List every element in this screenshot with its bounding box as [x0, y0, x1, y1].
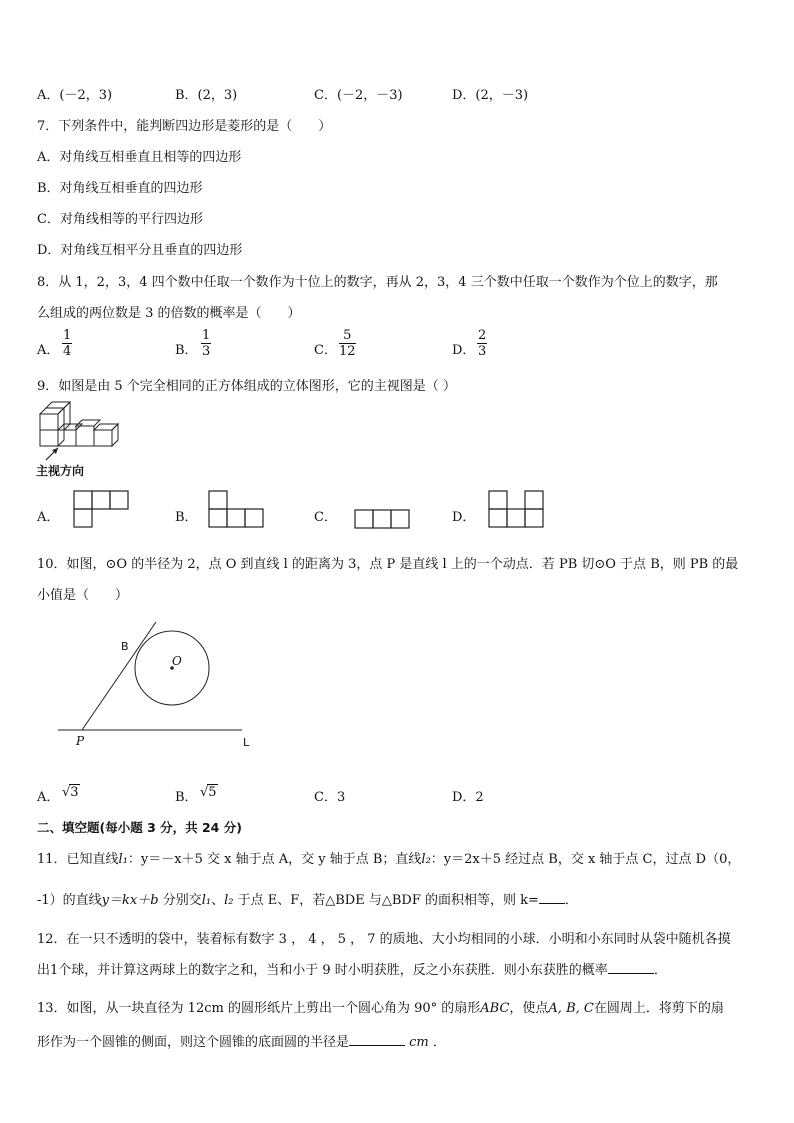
q11-line2 — [37, 889, 578, 908]
q13-points: A, B, C — [548, 1001, 594, 1016]
fraction-numerator: 1 — [202, 328, 211, 343]
q10-option-d: D．2 — [452, 790, 484, 805]
q8-option-b-label: B． — [175, 343, 198, 358]
q8-option-d-label: D． — [452, 343, 476, 358]
q11-equation: ：y＝2x＋5 — [430, 852, 502, 867]
radicand: 5 — [208, 785, 217, 800]
q13-text: ，使点 — [509, 1001, 549, 1016]
fraction-numerator: 2 — [478, 328, 487, 343]
q11-line-name: l₂ — [421, 852, 431, 867]
q6-option-d: D．(2，－3) — [452, 88, 529, 103]
q9-option-b-view — [208, 490, 266, 528]
q11-text: 11．已知直线 — [37, 852, 119, 867]
q13-sector-name: ABC — [480, 1001, 510, 1016]
q10-stem-line1: 10．如图，⊙O 的半径为 2，点 O 到直线 l 的距离为 3，点 P 是直线 l 上的一个动点．若 PB 切⊙O 于点 B，则 PB 的最 — [37, 557, 739, 572]
fraction-numerator: 5 — [339, 328, 356, 344]
q10-label-o: O — [172, 654, 182, 668]
fraction-denominator: 12 — [339, 344, 356, 359]
q13-text: 在圆周上．将剪下的扇 — [593, 1001, 724, 1016]
q6-option-c: C．(－2，－3) — [314, 88, 403, 103]
q11-text: 于点 E、F，若△BDE 与△BDF 的面积相等，则 k= — [233, 893, 539, 908]
q11-line-name: l₁ — [201, 893, 212, 908]
q6-option-b: B．(2，3) — [175, 88, 238, 103]
q11-text: 分别交 — [158, 893, 202, 908]
q13-text: 13．如图，从一块直径为 12cm 的圆形纸片上剪出一个圆心角为 90° 的扇形 — [37, 1001, 481, 1016]
q12-line1: 12．在一只不透明的袋中，装着标有数字 3 ， 4 ， 5 ， 7 的质地、大小均相同的小球．小明和小东同时从袋中随机各摸 — [37, 932, 731, 947]
q8-stem-line2: 么组成的两位数是 3 的倍数的概率是（ ） — [37, 306, 301, 321]
q12-text: ． — [653, 963, 667, 978]
q10-option-a-sqrt: √3 — [62, 785, 79, 800]
q9-option-d-label: D． — [452, 510, 476, 525]
q9-option-a-view — [73, 490, 131, 528]
q7-option-b: B．对角线互相垂直的四边形 — [37, 181, 203, 196]
q12-answer-blank[interactable] — [608, 973, 654, 974]
q9-option-c-view — [354, 509, 412, 529]
q10-label-p: P — [76, 734, 85, 748]
section-heading-fill-in: 二、填空题(每小题 3 分，共 24 分) — [37, 820, 242, 835]
q12-line2 — [37, 959, 667, 978]
q7-stem: 7．下列条件中，能判断四边形是菱形的是（ ） — [37, 119, 332, 134]
q13-text: 形作为一个圆锥的侧面，则这个圆锥的底面圆的半径是 — [37, 1035, 350, 1050]
q10-stem-line2: 小值是（ ） — [37, 588, 129, 603]
fraction-numerator: 1 — [63, 328, 72, 343]
radicand: 3 — [70, 785, 79, 800]
fraction-denominator: 3 — [202, 344, 211, 359]
q10-tangent-figure — [56, 618, 266, 752]
q12-text: 出1个球，并计算这两球上的数字之和，当和小于 9 时小明获胜，反之小东获胜．则小东获胜的概率 — [37, 963, 608, 978]
q6-option-a: A．(－2，3) — [37, 88, 113, 103]
q11-answer-blank[interactable] — [539, 903, 565, 904]
q9-direction-label: 主视方向 — [36, 464, 85, 478]
q7-option-c: C．对角线相等的平行四边形 — [37, 212, 203, 227]
q8-stem-line1: 8．从 1，2，3，4 四个数中任取一个数作为十位上的数字，再从 2，3，4 三个数中任取一个数作为个位上的数字，那 — [37, 275, 718, 290]
q9-solid-figure — [36, 402, 126, 460]
q11-text: 、 — [211, 893, 225, 908]
q10-option-a-label: A． — [37, 790, 60, 805]
q8-option-c-fraction — [339, 328, 356, 359]
q10-label-l: L — [243, 736, 250, 749]
q10-option-b-sqrt: √5 — [200, 785, 217, 800]
q13-unit: cm — [409, 1035, 429, 1050]
q13-answer-blank[interactable] — [349, 1045, 405, 1046]
q10-label-b: B — [121, 640, 129, 653]
q11-equation: y＝kx＋b — [101, 893, 159, 908]
q8-option-b-fraction — [201, 328, 211, 359]
q9-option-c-label: C． — [314, 510, 337, 525]
q9-option-d-view — [488, 490, 546, 528]
q10-option-c: C．3 — [314, 790, 346, 805]
fraction-denominator: 3 — [478, 344, 487, 359]
q9-option-b-label: B． — [175, 510, 198, 525]
q8-option-d-fraction — [477, 328, 487, 359]
q8-option-a-label: A． — [37, 343, 60, 358]
q11-line1 — [37, 848, 740, 867]
q9-stem: 9．如图是由 5 个完全相同的正方体组成的立体图形，它的主视图是（ ） — [37, 379, 456, 394]
q9-option-a-label: A． — [37, 510, 60, 525]
q7-option-d: D．对角线互相平分且垂直的四边形 — [37, 243, 243, 258]
q13-text: ． — [432, 1035, 446, 1050]
q13-line1 — [37, 997, 724, 1016]
q11-line-name: l₁ — [118, 852, 128, 867]
q11-equation: ：y＝－x＋5 — [127, 852, 203, 867]
q11-line-name: l₂ — [224, 893, 234, 908]
q11-text: 经过点 B，交 x 轴于点 C，过点 D（0， — [501, 852, 741, 867]
q7-option-a: A．对角线互相垂直且相等的四边形 — [37, 150, 242, 165]
q8-option-c-label: C． — [314, 343, 337, 358]
q8-option-a-fraction — [62, 328, 72, 359]
q13-line2 — [37, 1031, 446, 1050]
q11-text: ． — [564, 893, 578, 908]
q11-text: -1）的直线 — [37, 893, 102, 908]
q10-option-b-label: B． — [175, 790, 198, 805]
fraction-denominator: 4 — [63, 344, 72, 359]
q11-text: 交 x 轴于点 A，交 y 轴于点 B；直线 — [202, 852, 422, 867]
